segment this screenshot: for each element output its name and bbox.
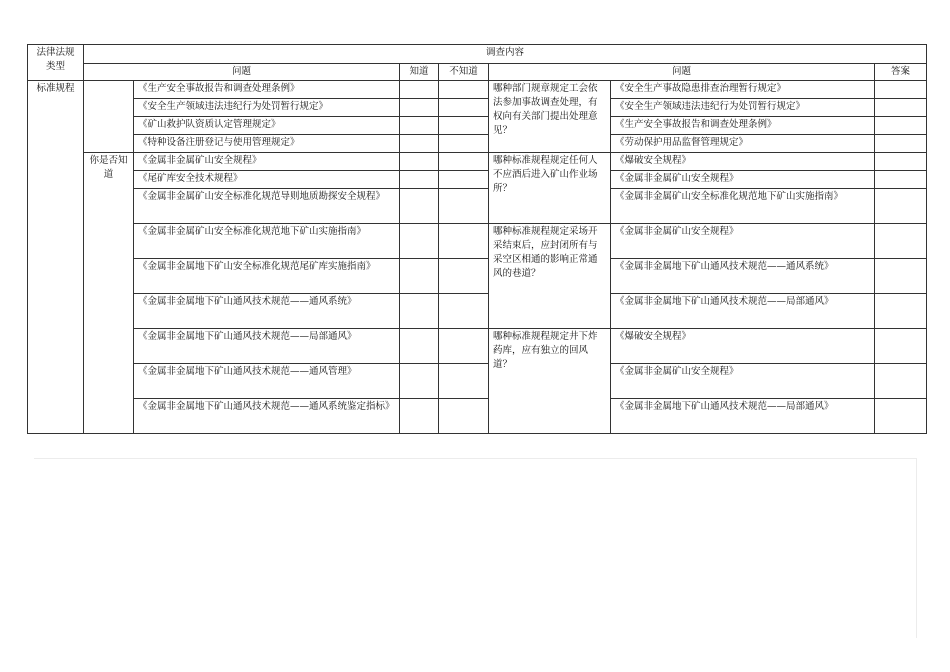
answer-cell[interactable] [875,171,927,189]
left-item: 《金属非金属地下矿山通风技术规范——通风系统》 [134,294,400,329]
left-item: 《尾矿库安全技术规程》 [134,171,400,189]
left-item: 《生产安全事故报告和调查处理条例》 [134,81,400,99]
know-checkbox-cell[interactable] [400,259,439,294]
group-question: 哪种标准规程规定井下炸药库，应有独立的回风道？ [489,329,611,434]
know-checkbox-cell[interactable] [400,135,439,153]
know-checkbox-cell[interactable] [400,81,439,99]
group-option: 《金属非金属矿山安全规程》 [611,364,875,399]
group-option: 《金属非金属矿山安全规程》 [611,171,875,189]
know-checkbox-cell[interactable] [400,224,439,259]
know-checkbox-cell[interactable] [400,399,439,434]
dont-know-checkbox-cell[interactable] [439,117,489,135]
know-checkbox-cell[interactable] [400,294,439,329]
prompt-blank-cell [84,81,134,153]
dont-know-checkbox-cell[interactable] [439,153,489,171]
group-option: 《金属非金属矿山安全规程》 [611,224,875,259]
answer-cell[interactable] [875,294,927,329]
know-header: 知道 [400,64,439,81]
left-item: 《金属非金属地下矿山通风技术规范——通风系统鉴定指标》 [134,399,400,434]
group-option: 《爆破安全规程》 [611,329,875,364]
left-item: 《安全生产领域违法违纪行为处罚暂行规定》 [134,99,400,117]
dont-know-checkbox-cell[interactable] [439,81,489,99]
answer-cell[interactable] [875,117,927,135]
group-option: 《金属非金属地下矿山通风技术规范——局部通风》 [611,294,875,329]
answer-cell[interactable] [875,99,927,117]
dont-know-checkbox-cell[interactable] [439,99,489,117]
left-item: 《金属非金属矿山安全标准化规范地下矿山实施指南》 [134,224,400,259]
dont-know-checkbox-cell[interactable] [439,135,489,153]
prompt-cell: 你是否知道 [84,153,134,434]
know-checkbox-cell[interactable] [400,99,439,117]
answer-cell[interactable] [875,135,927,153]
dont-know-checkbox-cell[interactable] [439,224,489,259]
know-checkbox-cell[interactable] [400,329,439,364]
dont-know-checkbox-cell[interactable] [439,399,489,434]
answer-cell[interactable] [875,81,927,99]
category-cell: 标准规程 [28,81,84,434]
dont-know-checkbox-cell[interactable] [439,294,489,329]
dont-know-checkbox-cell[interactable] [439,364,489,399]
dont-know-checkbox-cell[interactable] [439,329,489,364]
group-option: 《金属非金属矿山安全标准化规范地下矿山实施指南》 [611,189,875,224]
left-item: 《金属非金属矿山安全标准化规范导则地质勘探安全规程》 [134,189,400,224]
know-checkbox-cell[interactable] [400,171,439,189]
group-option: 《安全生产事故隐患排查治理暂行规定》 [611,81,875,99]
dont-know-checkbox-cell[interactable] [439,171,489,189]
left-item: 《金属非金属地下矿山安全标准化规范尾矿库实施指南》 [134,259,400,294]
left-item: 《特种设备注册登记与使用管理规定》 [134,135,400,153]
blank-area [34,458,917,638]
group-option: 《爆破安全规程》 [611,153,875,171]
law-type-header: 法律法规类型 [28,45,84,81]
survey-table [27,44,927,434]
group-option: 《生产安全事故报告和调查处理条例》 [611,117,875,135]
dont-know-checkbox-cell[interactable] [439,259,489,294]
group-option: 《金属非金属地下矿山通风技术规范——通风系统》 [611,259,875,294]
answer-cell[interactable] [875,329,927,364]
left-item: 《矿山救护队资质认定管理规定》 [134,117,400,135]
group-question: 哪种部门规章规定工会依法参加事故调查处理，有权向有关部门提出处理意见？ [489,81,611,153]
know-checkbox-cell[interactable] [400,364,439,399]
left-item: 《金属非金属矿山安全规程》 [134,153,400,171]
group-option: 《劳动保护用品监督管理规定》 [611,135,875,153]
answer-cell[interactable] [875,399,927,434]
group-question: 哪种标准规程规定采场开采结束后，应封闭所有与采空区相通的影响正常通风的巷道？ [489,224,611,329]
know-checkbox-cell[interactable] [400,189,439,224]
group-question: 哪种标准规程规定任何人不应酒后进入矿山作业场所？ [489,153,611,224]
answer-cell[interactable] [875,224,927,259]
question2-header: 问题 [489,64,875,81]
group-option: 《金属非金属地下矿山通风技术规范——局部通风》 [611,399,875,434]
answer-cell[interactable] [875,153,927,171]
group-option: 《安全生产领域违法违纪行为处罚暂行规定》 [611,99,875,117]
answer-header: 答案 [875,64,927,81]
answer-cell[interactable] [875,364,927,399]
left-item: 《金属非金属地下矿山通风技术规范——局部通风》 [134,329,400,364]
survey-content-header: 调查内容 [84,45,927,64]
answer-cell[interactable] [875,259,927,294]
answer-cell[interactable] [875,189,927,224]
dont-know-header: 不知道 [439,64,489,81]
dont-know-checkbox-cell[interactable] [439,189,489,224]
question-header: 问题 [84,64,400,81]
left-item: 《金属非金属地下矿山通风技术规范——通风管理》 [134,364,400,399]
know-checkbox-cell[interactable] [400,117,439,135]
know-checkbox-cell[interactable] [400,153,439,171]
